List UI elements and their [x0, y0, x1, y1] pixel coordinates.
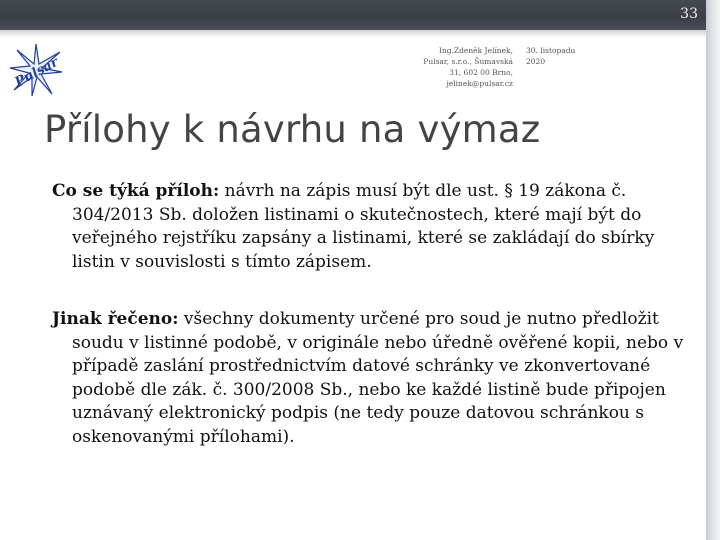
logo-text: Pulsar	[12, 54, 61, 91]
date-year: 2020	[526, 57, 546, 66]
date-line: 30. listopadu	[526, 46, 576, 55]
paragraph-lead: Jinak řečeno:	[52, 309, 179, 329]
paragraph-text: návrh na zápis musí být dle ust. § 19 zákona č. 304/2013 Sb. doložen listinami o skutečnostech, které mají být do veřejného rejstříku zapsány a listinami, které se zakládají do sbírky listin v souvislosti s tímto zápisem.	[72, 181, 655, 272]
paragraph-in-other-words	[52, 308, 697, 449]
paragraph-attachments	[52, 180, 697, 274]
paragraph-text: všechny dokumenty určené pro soud je nutno předložit soudu v listinné podobě, v originále nebo úředně ověřené kopii, nebo v případě zaslání prostřednictvím datové schránky ve zkonvertované podobě dle zák. č. 300/2008 Sb., nebo ke každé listině bude připojen uznávaný elektronický podpis (ne tedy pouze datovou schránkou s oskenovanými přílohami).	[72, 309, 684, 447]
author-email: jelinek@pulsar.cz	[446, 79, 513, 88]
date-info	[526, 45, 596, 67]
pulsar-logo-icon	[8, 42, 64, 98]
paragraph-lead: Co se týká příloh:	[52, 181, 220, 201]
author-company: Pulsar, s.r.o., Šumavská	[423, 57, 513, 66]
slide-number: 33	[680, 6, 698, 22]
author-info	[418, 45, 513, 89]
top-bar	[0, 0, 706, 30]
author-name: Ing.Zdeněk Jelínek,	[438, 46, 513, 55]
slide-title: Přílohy k návrhu na výmaz	[44, 108, 541, 151]
author-address: 31, 602 00 Brno,	[449, 68, 513, 77]
top-bar-shadow	[0, 30, 706, 38]
right-edge-strip	[706, 0, 720, 540]
